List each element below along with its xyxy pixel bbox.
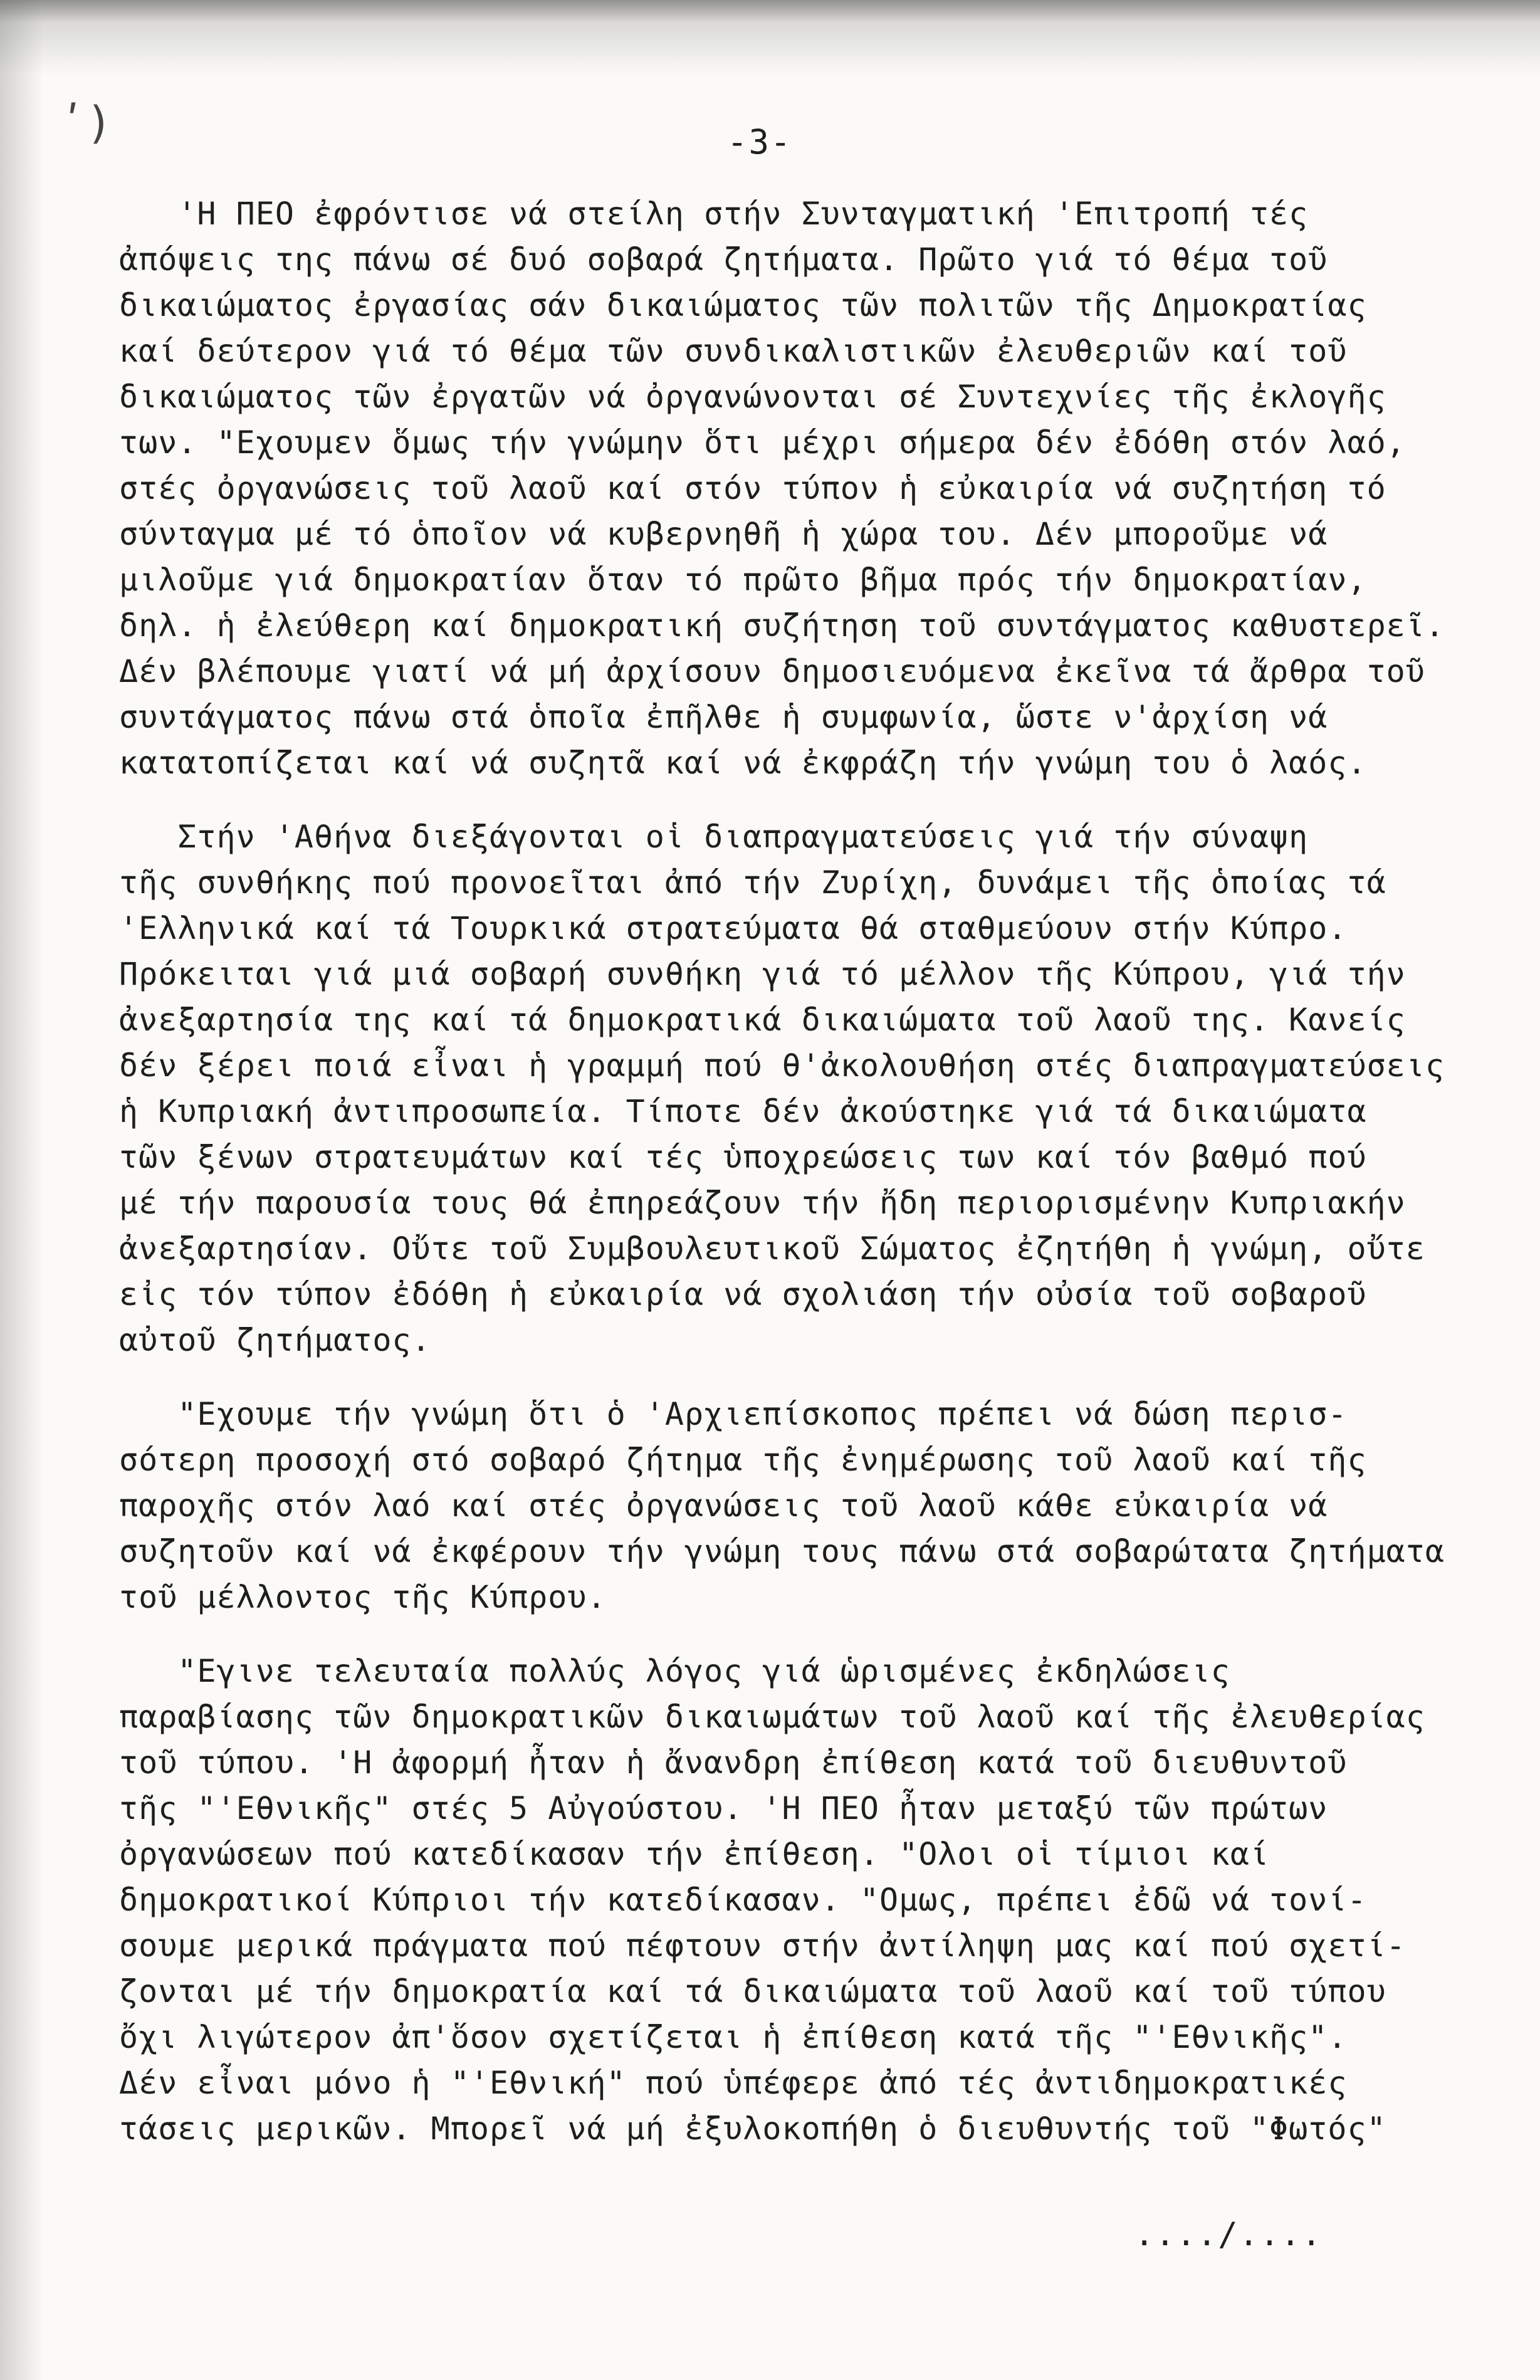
text-line: μιλοῦμε γιά δημοκρατίαν ὅταν τό πρῶτο βῆμα πρός τήν δημοκρατίαν, [119,562,1367,598]
continuation-mark: ..../.... [1134,2216,1323,2253]
text-line: εἰς τόν τύπον ἐδόθη ἡ εὐκαιρία νά σχολιάση τήν οὐσία τοῦ σοβαροῦ [119,1276,1367,1313]
text-line: τάσεις μερικῶν. Μπορεῖ νά μή ἐξυλοκοπήθη ὁ διευθυντής τοῦ "Φωτός" [119,2110,1386,2147]
text-line: ὄχι λιγώτερον ἀπ'ὅσον σχετίζεται ἡ ἐπίθεση κατά τῆς "'Εθνικῆς". [119,2019,1348,2055]
text-line: συζητοῦν καί νά ἐκφέρουν τήν γνώμη τους πάνω στά σοβαρώτατα ζητήματα [119,1533,1445,1570]
paragraph-3 [119,1392,1445,1620]
text-line: Στήν 'Αθήνα διεξάγονται οἱ διαπραγματεύσεις γιά τήν σύναψη [119,819,1309,855]
text-line: μέ τήν παρουσία τους θά ἐπηρεάζουν τήν ἤδη περιορισμένην Κυπριακήν [119,1185,1406,1221]
text-line: τοῦ μέλλοντος τῆς Κύπρου. [119,1579,607,1615]
text-line: καί δεύτερον γιά τό θέμα τῶν συνδικαλιστικῶν ἐλευθεριῶν καί τοῦ [119,333,1348,369]
text-line: σουμε μερικά πράγματα πού πέφτουν στήν ἀντίληψη μας καί πού σχετί- [119,1927,1406,1964]
text-line: "Εχουμε τήν γνώμη ὅτι ὁ 'Αρχιεπίσκοπος πρέπει νά δώση περισ- [119,1396,1348,1432]
text-line: τοῦ τύπου. 'Η ἀφορμή ἦταν ἡ ἄνανδρη ἐπίθεση κατά τοῦ διευθυντοῦ [119,1744,1348,1781]
text-line: σύνταγμα μέ τό ὁποῖον νά κυβερνηθῆ ἡ χώρα του. Δέν μποροῦμε νά [119,516,1328,552]
page-number: -3- [727,122,792,162]
paragraph-1 [119,191,1445,786]
text-line: Πρόκειται γιά μιά σοβαρή συνθήκη γιά τό μέλλον τῆς Κύπρου, γιά τήν [119,956,1406,992]
text-line: ἡ Κυπριακή ἀντιπροσωπεία. Τίποτε δέν ἀκούστηκε γιά τά δικαιώματα [119,1093,1367,1130]
scan-shadow-top [0,0,1540,75]
text-line: 'Ελληνικά καί τά Τουρκικά στρατεύματα θά σταθμεύουν στήν Κύπρο. [119,910,1348,946]
text-line: Δέν βλέπουμε γιατί νά μή ἀρχίσουν δημοσιευόμενα ἐκεῖνα τά ἄρθρα τοῦ [119,653,1425,689]
paragraph-gap [119,1363,1442,1392]
text-line: παροχῆς στόν λαό καί στές ὀργανώσεις τοῦ λαοῦ κάθε εὐκαιρία νά [119,1487,1328,1524]
text-line: στές ὀργανώσεις τοῦ λαοῦ καί στόν τύπον ἡ εὐκαιρία νά συζητήση τό [119,470,1386,506]
paragraph-4 [119,1649,1442,2152]
text-line: τῶν ξένων στρατευμάτων καί τές ὑποχρεώσεις των καί τόν βαθμό πού [119,1139,1367,1175]
text-line: δικαιώματος ἐργασίας σάν δικαιώματος τῶν πολιτῶν τῆς Δημοκρατίας [119,287,1367,323]
paragraph-gap [119,1620,1442,1649]
scan-shadow-left [0,0,44,2380]
text-line: τῆς "'Εθνικῆς" στές 5 Αὐγούστου. 'Η ΠΕΟ ἦταν μεταξύ τῶν πρώτων [119,1790,1328,1827]
text-line: δηλ. ἡ ἐλεύθερη καί δημοκρατική συζήτηση τοῦ συντάγματος καθυστερεῖ. [119,607,1445,644]
text-line: ἀνεξαρτησίαν. Οὔτε τοῦ Συμβουλευτικοῦ Σώματος ἐζητήθη ἡ γνώμη, οὔτε [119,1230,1425,1267]
text-line: κατατοπίζεται καί νά συζητᾶ καί νά ἐκφράζη τήν γνώμη του ὁ λαός. [119,745,1367,781]
document-body [119,191,1445,2152]
paragraph-2 [119,814,1445,1363]
text-line: συντάγματος πάνω στά ὁποῖα ἐπῆλθε ἡ συμφωνία, ὥστε ν'ἀρχίση νά [119,699,1328,735]
paragraph-gap [119,786,1442,814]
text-line: ἀπόψεις της πάνω σέ δυό σοβαρά ζητήματα. Πρῶτο γιά τό θέμα τοῦ [119,241,1328,278]
text-line: Δέν εἶναι μόνο ἡ "'Εθνική" πού ὑπέφερε ἀπό τές ἀντιδημοκρατικές [119,2065,1348,2101]
text-line: ὀργανώσεων πού κατεδίκασαν τήν ἐπίθεση. "Ολοι οἱ τίμιοι καί [119,1836,1270,1872]
text-line: των. "Εχουμεν ὅμως τήν γνώμην ὅτι μέχρι σήμερα δέν ἐδόθη στόν λαό, [119,424,1406,461]
text-line: 'Η ΠΕΟ ἐφρόντισε νά στείλη στήν Συνταγματική 'Επιτροπή τές [119,196,1309,232]
text-line: αὐτοῦ ζητήματος. [119,1322,431,1358]
text-line: "Εγινε τελευταία πολλύς λόγος γιά ὡρισμένες ἐκδηλώσεις [119,1653,1230,1689]
text-line: δικαιώματος τῶν ἐργατῶν νά ὀργανώνονται σέ Συντεχνίες τῆς ἐκλογῆς [119,379,1386,415]
text-line: ἀνεξαρτησία της καί τά δημοκρατικά δικαιώματα τοῦ λαοῦ της. Κανείς [119,1002,1406,1038]
text-line: δέν ξέρει ποιά εἶναι ἡ γραμμή πού θ'ἀκολουθήση στές διαπραγματεύσεις [119,1047,1445,1084]
text-line: ζονται μέ τήν δημοκρατία καί τά δικαιώματα τοῦ λαοῦ καί τοῦ τύπου [119,1973,1386,2010]
text-line: παραβίασης τῶν δημοκρατικῶν δικαιωμάτων τοῦ λαοῦ καί τῆς ἐλευθερίας [119,1699,1425,1735]
text-line: σότερη προσοχή στό σοβαρό ζήτημα τῆς ἐνημέρωσης τοῦ λαοῦ καί τῆς [119,1442,1367,1478]
text-line: δημοκρατικοί Κύπριοι τήν κατεδίκασαν. "Ομως, πρέπει ἐδῶ νά τονί- [119,1882,1367,1918]
text-line: τῆς συνθήκης πού προνοεῖται ἀπό τήν Ζυρίχη, δυνάμει τῆς ὁποίας τά [119,864,1386,901]
margin-mark-icon: ʹ) [60,97,113,149]
